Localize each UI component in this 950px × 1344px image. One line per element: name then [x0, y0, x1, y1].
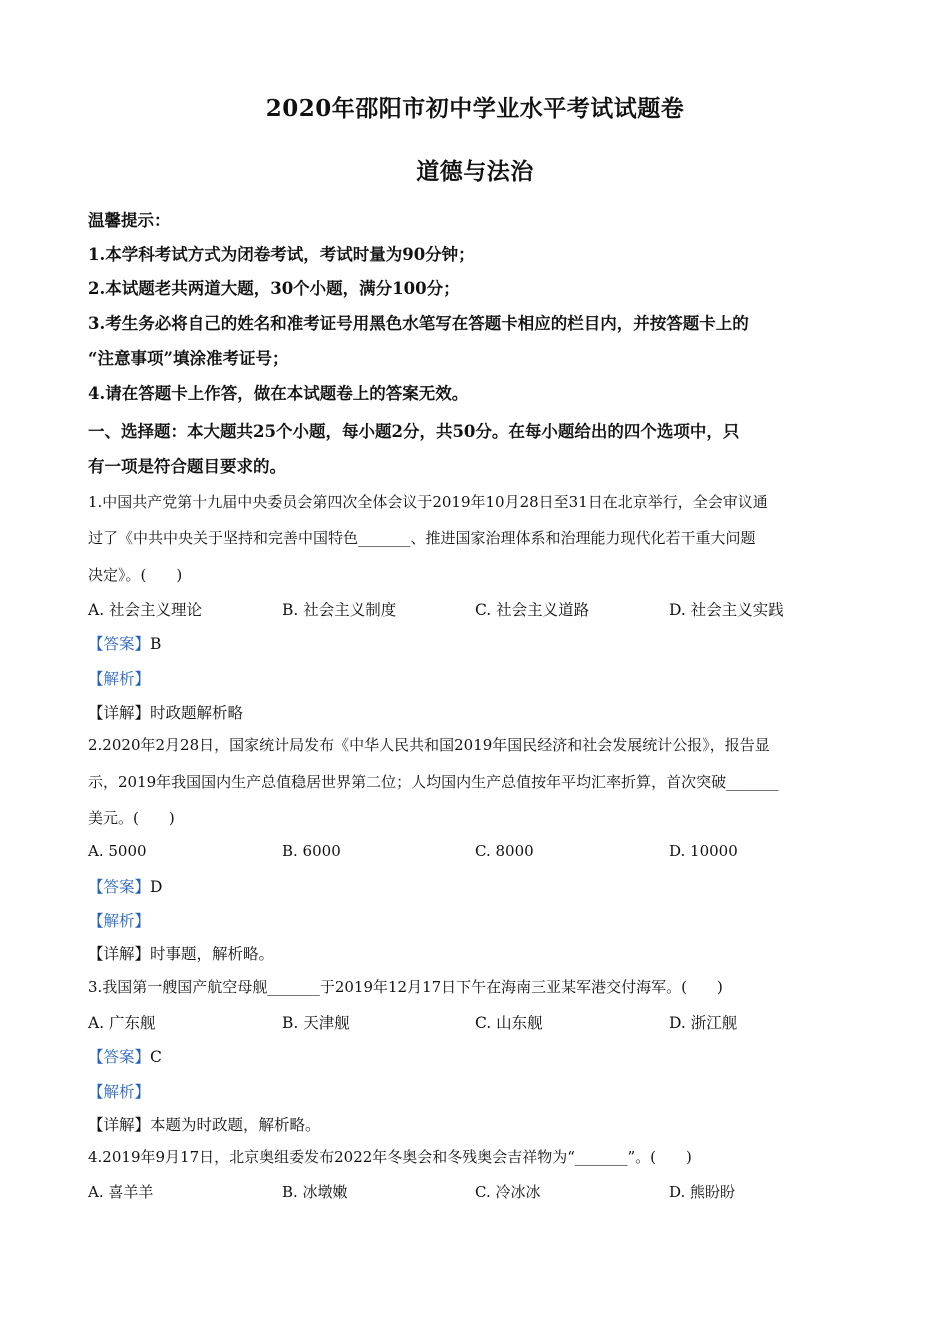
- option-d: D. 熊盼盼: [669, 1183, 736, 1201]
- answer-line: [88, 875, 162, 897]
- answer-line: [88, 632, 161, 654]
- option-b: B. 天津舰: [282, 1014, 350, 1032]
- analysis-tag: 【解析】: [88, 1083, 151, 1101]
- option-a: A. 5000: [88, 842, 147, 860]
- detail-tag: 【详解】: [88, 945, 151, 963]
- question-text: 1.中国共产党第十九届中央委员会第四次全体会议于2019年10月28日至31日在北京举行，全会审议通: [88, 493, 768, 511]
- analysis-tag: 【解析】: [88, 670, 151, 688]
- tips-heading: 温馨提示：: [88, 211, 171, 230]
- section-heading: 一、选择题：本大题共25个小题，每小题2分，共50分。在每小题给出的四个选项中，只: [88, 422, 740, 441]
- answer-line: [88, 1045, 162, 1067]
- option-a: A. 喜羊羊: [88, 1183, 154, 1201]
- tip-line: “注意事项”填涂准考证号；: [88, 349, 289, 368]
- option-c: C. 山东舰: [475, 1014, 543, 1032]
- section-heading-cont: 有一项是符合题目要求的。: [88, 457, 286, 476]
- question-text: 过了《中共中央关于坚持和完善中国特色_______、推进国家治理体系和治理能力现代化若干重大问题: [88, 529, 756, 547]
- answer-tag: 【答案】: [88, 878, 151, 896]
- detail-tag: 【详解】: [88, 704, 151, 722]
- detail-line: [88, 1113, 321, 1135]
- tip-line: 2.本试题老共两道大题，30个小题，满分100分；: [88, 279, 460, 298]
- question-text: 美元。( ): [88, 809, 175, 827]
- detail-tag: 【详解】: [88, 1116, 151, 1134]
- option-b: B. 社会主义制度: [282, 601, 397, 619]
- option-b: B. 6000: [282, 842, 341, 860]
- question-text: 2.2020年2月28日，国家统计局发布《中华人民共和国2019年国民经济和社会发展统计公报》，报告显: [88, 736, 770, 754]
- tip-line: 1.本学科考试方式为闭卷考试，考试时量为90分钟；: [88, 245, 475, 264]
- detail-line: [88, 701, 243, 723]
- answer-value: C: [150, 1048, 162, 1066]
- option-a: A. 广东舰: [88, 1014, 156, 1032]
- answer-value: B: [150, 635, 162, 653]
- option-d: D. 浙江舰: [669, 1014, 738, 1032]
- detail-text: 本题为时政题，解析略。: [150, 1116, 321, 1134]
- detail-text: 时政题解析略: [150, 704, 244, 722]
- answer-tag: 【答案】: [88, 635, 151, 653]
- question-text: 4.2019年9月17日，北京奥组委发布2022年冬奥会和冬残奥会吉祥物为“_______”。( ): [88, 1148, 692, 1166]
- detail-line: [88, 942, 274, 964]
- tip-line: 3.考生务必将自己的姓名和准考证号用黑色水笔写在答题卡相应的栏目内，并按答题卡上的: [88, 314, 749, 333]
- option-c: C. 8000: [475, 842, 534, 860]
- question-text: 示，2019年我国国内生产总值稳居世界第二位；人均国内生产总值按年平均汇率折算，首次突破_______: [88, 773, 779, 791]
- page-title: 2020年邵阳市初中学业水平考试试题卷: [265, 95, 685, 122]
- tip-line: 4.请在答题卡上作答，做在本试题卷上的答案无效。: [88, 384, 469, 403]
- analysis-tag: 【解析】: [88, 912, 151, 930]
- option-d: D. 10000: [669, 842, 738, 860]
- answer-tag: 【答案】: [88, 1048, 151, 1066]
- option-a: A. 社会主义理论: [88, 601, 203, 619]
- option-c: C. 冷冰冰: [475, 1183, 541, 1201]
- answer-value: D: [150, 878, 163, 896]
- page-subtitle: 道德与法治: [416, 158, 534, 185]
- option-d: D. 社会主义实践: [669, 601, 784, 619]
- question-text: 决定》。( ): [88, 566, 183, 584]
- detail-text: 时事题，解析略。: [150, 945, 275, 963]
- question-text: 3.我国第一艘国产航空母舰_______于2019年12月17日下午在海南三亚某军港交付海军。( ): [88, 978, 723, 996]
- option-c: C. 社会主义道路: [475, 601, 590, 619]
- option-b: B. 冰墩嫩: [282, 1183, 348, 1201]
